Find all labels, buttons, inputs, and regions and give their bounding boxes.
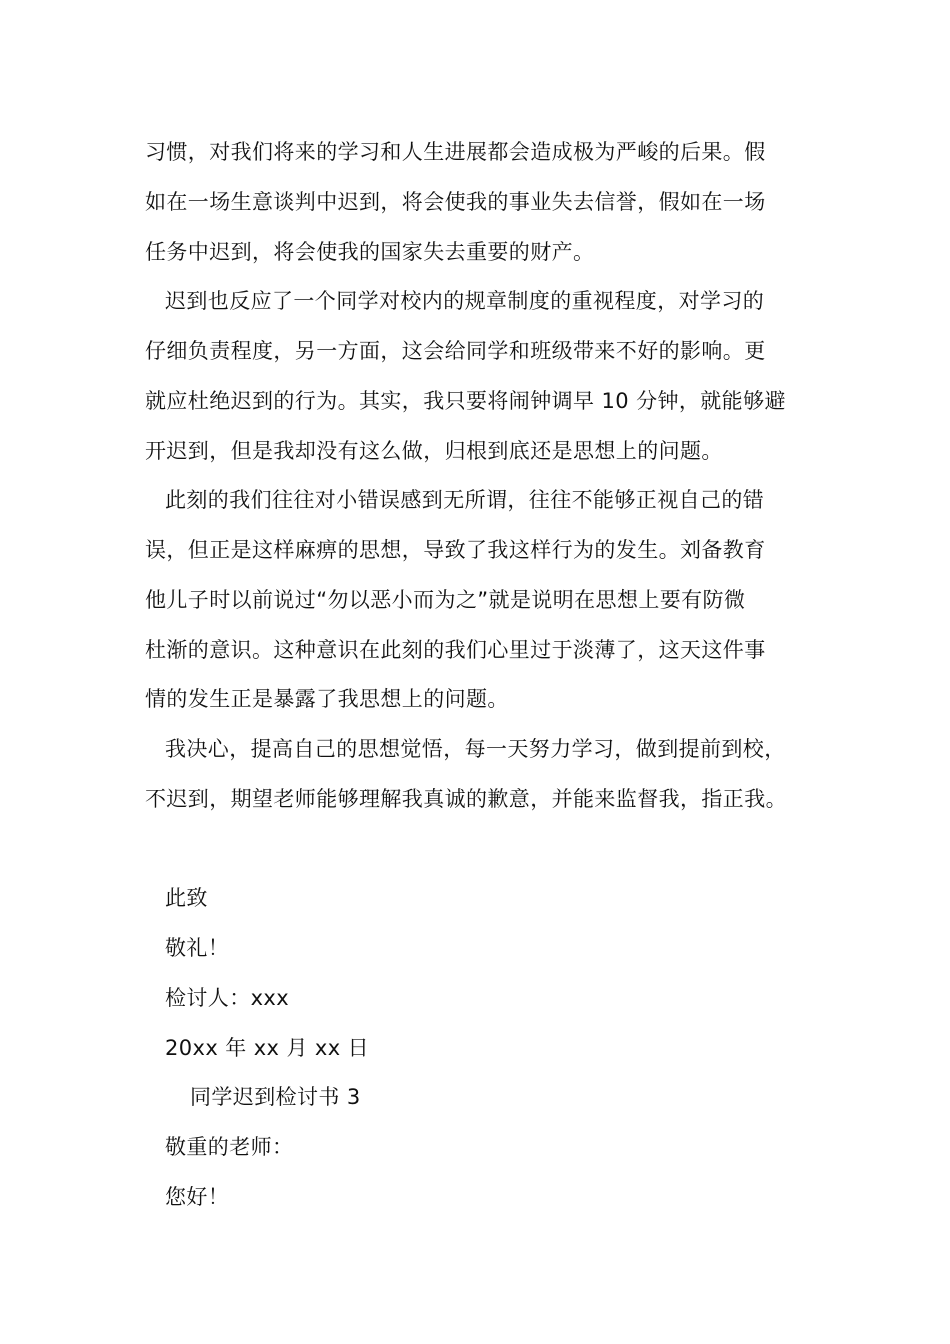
next-letter-title: 同学迟到检讨书 3 — [190, 1085, 361, 1109]
paragraph-4-line-1: 我决心，提高自己的思想觉悟，每一天努力学习，做到提前到校， — [165, 737, 786, 761]
next-letter-hello: 您好！ — [165, 1185, 230, 1209]
paragraph-2-line-3: 就应杜绝迟到的行为。其实，我只要将闹钟调早 10 分钟，就能够避 — [145, 389, 786, 413]
paragraph-3-line-3: 他儿子时以前说过“勿以恶小而为之”就是说明在思想上要有防微 — [145, 588, 746, 612]
closing-date: 20xx 年 xx 月 xx 日 — [165, 1036, 370, 1060]
paragraph-1-line-1: 习惯，对我们将来的学习和人生进展都会造成极为严峻的后果。假 — [145, 140, 766, 164]
paragraph-2-line-4: 开迟到，但是我却没有这么做，归根到底还是思想上的问题。 — [145, 439, 723, 463]
paragraph-2-line-1: 迟到也反应了一个同学对校内的规章制度的重视程度，对学习的 — [165, 289, 765, 313]
paragraph-3-line-4: 杜渐的意识。这种意识在此刻的我们心里过于淡薄了，这天这件事 — [145, 638, 766, 662]
paragraph-4-line-2: 不迟到，期望老师能够理解我真诚的歉意，并能来监督我，指正我。 — [145, 787, 787, 811]
paragraph-3-line-1: 此刻的我们往往对小错误感到无所谓，往往不能够正视自己的错 — [165, 488, 765, 512]
paragraph-2-line-2: 仔细负责程度，另一方面，这会给同学和班级带来不好的影响。更 — [145, 339, 766, 363]
paragraph-1-line-2: 如在一场生意谈判中迟到，将会使我的事业失去信誉，假如在一场 — [145, 190, 766, 214]
closing-regards: 敬礼！ — [165, 936, 230, 960]
paragraph-3-line-5: 情的发生正是暴露了我思想上的问题。 — [145, 687, 509, 711]
closing-salutation: 此致 — [165, 886, 208, 910]
closing-signer: 检讨人：xxx — [165, 986, 290, 1010]
paragraph-1-line-3: 任务中迟到，将会使我的国家失去重要的财产。 — [145, 240, 595, 264]
next-letter-greeting: 敬重的老师： — [165, 1135, 294, 1159]
paragraph-3-line-2: 误，但正是这样麻痹的思想，导致了我这样行为的发生。刘备教育 — [145, 538, 766, 562]
